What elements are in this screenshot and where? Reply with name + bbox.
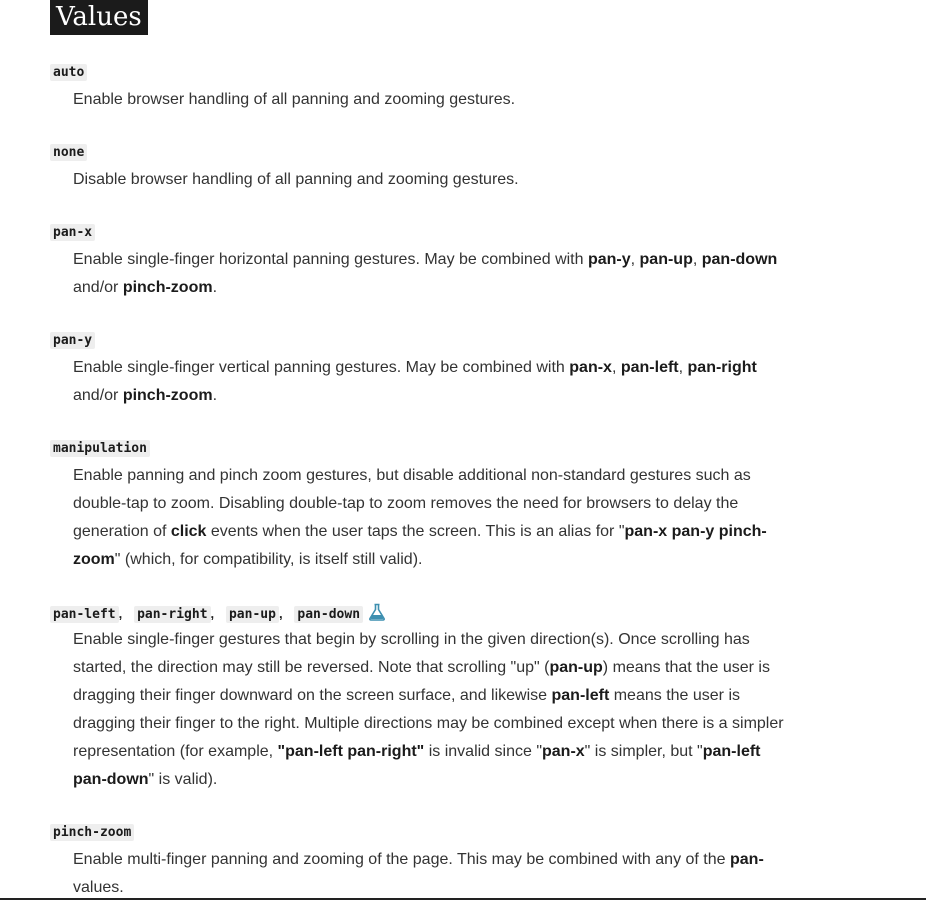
desc-text: Enable single-finger gestures that begin by scrolling in the given direction(s). Once scrolling has started, the direction may still be reversed. Note that scrolling "up" ( — [73, 631, 750, 676]
desc-pan-y — [73, 354, 788, 410]
desc-text: Enable single-finger vertical panning gestures. May be combined with — [73, 359, 570, 376]
keyword: click — [170, 523, 207, 540]
term-code: pan-up — [226, 606, 279, 623]
desc-text: . — [212, 387, 218, 404]
term-directional — [50, 603, 386, 623]
term-pan-x — [50, 223, 95, 243]
flask-icon[interactable] — [368, 603, 386, 628]
desc-text: " is valid). — [148, 771, 218, 788]
keyword: "pan-left pan-right" — [277, 743, 425, 760]
desc-text: , — [630, 251, 640, 268]
desc-text: , — [692, 251, 702, 268]
term-code: pinch-zoom — [50, 824, 134, 841]
desc-pan-x — [73, 246, 788, 302]
term-none — [50, 143, 87, 163]
section-heading: Values — [50, 0, 148, 35]
keyword: pinch-zoom — [122, 387, 213, 404]
keyword: pan-right — [687, 359, 757, 376]
keyword: pan-left — [551, 687, 610, 704]
desc-pinch-zoom — [73, 846, 788, 902]
term-code: pan-down — [294, 606, 363, 623]
keyword: pan-left pan-down — [73, 743, 761, 788]
desc-text: " (which, for compatibility, is itself still valid). — [114, 551, 423, 568]
term-auto — [50, 63, 87, 83]
term-code: none — [50, 144, 87, 161]
keyword: pan-down — [701, 251, 778, 268]
term-code: auto — [50, 64, 87, 81]
keyword: pan-x — [569, 359, 612, 376]
separator: , — [210, 606, 215, 621]
desc-text: , — [611, 359, 621, 376]
desc-text: events when the user taps the screen. This is an alias for " — [206, 523, 625, 540]
term-manipulation — [50, 439, 150, 459]
keyword: pan- — [730, 851, 764, 868]
term-code: pan-left — [50, 606, 119, 623]
desc-none: Disable browser handling of all panning and zooming gestures. — [73, 171, 519, 188]
desc-auto: Enable browser handling of all panning and zooming gestures. — [73, 91, 516, 108]
term-code: manipulation — [50, 440, 150, 457]
desc-text: ) means that the user is dragging their finger downward on the screen surface, and likewise — [73, 659, 770, 704]
desc-manipulation — [73, 462, 788, 574]
term-code: pan-right — [134, 606, 210, 623]
desc-text: . — [212, 279, 218, 296]
keyword: pan-up — [549, 659, 603, 676]
desc-text: and/or — [73, 387, 123, 404]
keyword: pinch-zoom — [122, 279, 213, 296]
separator: , — [278, 606, 283, 621]
desc-text: Enable multi-finger panning and zooming of the page. This may be combined with any of the — [73, 851, 730, 868]
desc-text: " is simpler, but " — [584, 743, 703, 760]
desc-text: , — [678, 359, 688, 376]
term-pinch-zoom — [50, 823, 134, 843]
keyword: pan-left — [620, 359, 679, 376]
desc-text: Enable single-finger horizontal panning gestures. May be combined with — [73, 251, 588, 268]
desc-directional — [73, 626, 788, 794]
term-code: pan-y — [50, 332, 95, 349]
keyword: pan-y — [587, 251, 631, 268]
term-pan-y — [50, 331, 95, 351]
term-code: pan-x — [50, 224, 95, 241]
desc-text: Enable panning and pinch zoom gestures, but disable additional non-standard gestures such as double-tap to zoom. Disabling double-tap to zoom removes the need for browsers to delay the generation of — [73, 467, 751, 540]
keyword: pan-up — [639, 251, 693, 268]
desc-text: and/or — [73, 279, 123, 296]
desc-text: values. — [73, 879, 124, 896]
separator: , — [118, 606, 123, 621]
keyword: pan-x — [542, 743, 585, 760]
desc-text: is invalid since " — [424, 743, 542, 760]
desc-text: means the user is dragging their finger to the right. Multiple directions may be combined except when there is a simpler representation (for example, — [73, 687, 784, 760]
keyword: pan-x pan-y pinch-zoom — [73, 523, 767, 568]
